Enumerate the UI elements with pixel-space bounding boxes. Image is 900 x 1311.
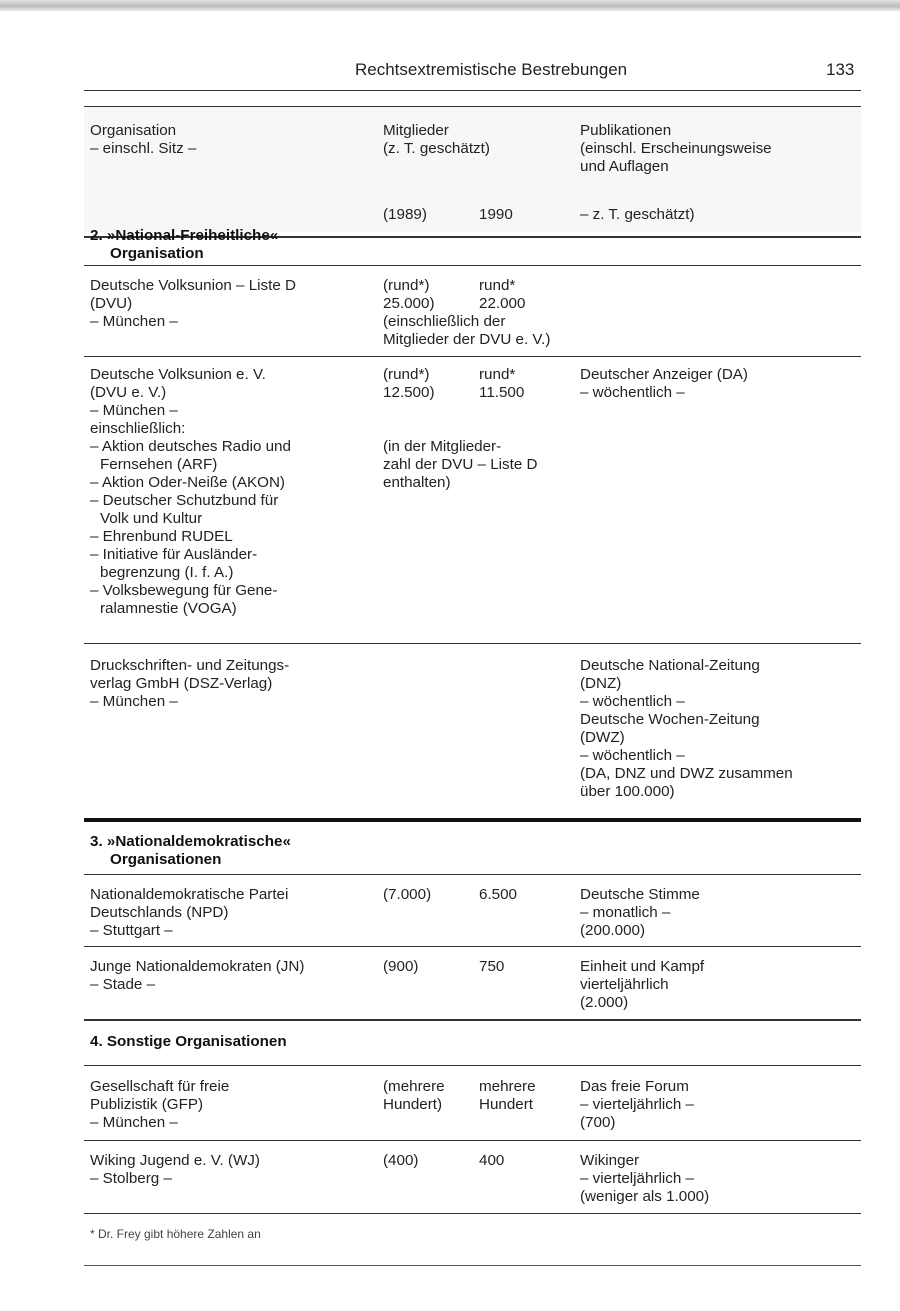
publication-line: über 100.000)	[580, 783, 675, 800]
publication-line: – vierteljährlich –	[580, 1096, 694, 1113]
rule	[84, 265, 861, 266]
footnote: * Dr. Frey gibt höhere Zahlen an	[90, 1227, 261, 1241]
publication-line: Deutsche Stimme	[580, 886, 700, 903]
members-note: zahl der DVU – Liste D	[383, 456, 538, 473]
org-line: – Stuttgart –	[90, 922, 173, 939]
members-1989: (rund*)	[383, 277, 430, 294]
org-line: ralamnestie (VOGA)	[100, 600, 237, 617]
rule	[84, 874, 861, 875]
publication-line: – wöchentlich –	[580, 384, 685, 401]
publication-line: Deutscher Anzeiger (DA)	[580, 366, 748, 383]
publication-line: – vierteljährlich –	[580, 1170, 694, 1187]
publication-line: – wöchentlich –	[580, 747, 685, 764]
publication-line: Deutsche Wochen-Zeitung	[580, 711, 760, 728]
org-line: begrenzung (I. f. A.)	[100, 564, 234, 581]
members-note: Mitglieder der DVU e. V.)	[383, 331, 551, 348]
members-1989: 25.000)	[383, 295, 435, 312]
members-1989: (mehrere	[383, 1078, 445, 1095]
members-1989: (7.000)	[383, 886, 432, 903]
members-1990: 6.500	[479, 886, 518, 903]
publication-line: Deutsche National-Zeitung	[580, 657, 760, 674]
org-line: (DVU)	[90, 295, 133, 312]
publication-line: (DWZ)	[580, 729, 625, 746]
rule	[84, 1140, 861, 1141]
org-line: – Stade –	[90, 976, 156, 993]
members-1990: 400	[479, 1152, 505, 1169]
members-1990: 22.000	[479, 295, 526, 312]
members-note: (einschließlich der	[383, 313, 506, 330]
org-line: – München –	[90, 402, 178, 419]
org-line: – Aktion deutsches Radio und	[90, 438, 291, 455]
org-line: Druckschriften- und Zeitungs-	[90, 657, 290, 674]
publication-line: Das freie Forum	[580, 1078, 689, 1095]
org-line: Nationaldemokratische Partei	[90, 886, 289, 903]
members-note: enthalten)	[383, 474, 451, 491]
publication-line: (DA, DNZ und DWZ zusammen	[580, 765, 793, 782]
org-line: Wiking Jugend e. V. (WJ)	[90, 1152, 260, 1169]
rule	[84, 1213, 861, 1214]
publication-line: (2.000)	[580, 994, 629, 1011]
table-header-shading	[84, 107, 861, 232]
section-divider	[84, 818, 861, 822]
publication-line: – wöchentlich –	[580, 693, 685, 710]
page-number: 133	[826, 60, 855, 79]
org-line: Publizistik (GFP)	[90, 1096, 204, 1113]
org-line: – Volksbewegung für Gene-	[90, 582, 278, 599]
members-1990: 11.500	[479, 384, 525, 401]
members-1989: (rund*)	[383, 366, 430, 383]
year-1990-label: 1990	[479, 206, 513, 223]
members-1989: 12.500)	[383, 384, 435, 401]
footer-rule	[84, 1265, 861, 1266]
publication-line: (200.000)	[580, 922, 646, 939]
org-line: – Deutscher Schutzbund für	[90, 492, 279, 509]
rule	[84, 1065, 861, 1066]
org-line: Deutsche Volksunion e. V.	[90, 366, 266, 383]
table-top-rule	[84, 106, 861, 107]
rule	[84, 643, 861, 644]
members-1990: mehrere	[479, 1078, 536, 1095]
org-line: – Stolberg –	[90, 1170, 172, 1187]
header-rule	[84, 90, 861, 91]
members-1989: (900)	[383, 958, 419, 975]
org-line: – Aktion Oder-Neiße (AKON)	[90, 474, 285, 491]
rule	[84, 946, 861, 947]
members-1990: 750	[479, 958, 505, 975]
publication-line: vierteljährlich	[580, 976, 669, 993]
org-line: – München –	[90, 1114, 178, 1131]
rule	[84, 1019, 861, 1021]
org-line: einschließlich:	[90, 420, 186, 437]
publication-line: (weniger als 1.000)	[580, 1188, 710, 1205]
org-line: Volk und Kultur	[100, 510, 203, 527]
running-title: Rechtsextremistische Bestrebungen	[355, 60, 628, 79]
publication-line: – monatlich –	[580, 904, 671, 921]
rule	[84, 356, 861, 357]
members-1989: (400)	[383, 1152, 419, 1169]
org-line: Deutschlands (NPD)	[90, 904, 229, 921]
org-line: Junge Nationaldemokraten (JN)	[90, 958, 305, 975]
year-1989-label: (1989)	[383, 206, 427, 223]
org-line: – München –	[90, 693, 178, 710]
members-1990: rund*	[479, 277, 516, 294]
members-1990: rund*	[479, 366, 516, 383]
org-line: – Initiative für Ausländer-	[90, 546, 258, 563]
members-1990: Hundert	[479, 1096, 534, 1113]
org-line: – München –	[90, 313, 178, 330]
publication-line: Wikinger	[580, 1152, 640, 1169]
members-note: (in der Mitglieder-	[383, 438, 502, 455]
publication-line: (DNZ)	[580, 675, 622, 692]
org-line: (DVU e. V.)	[90, 384, 167, 401]
org-line: verlag GmbH (DSZ-Verlag)	[90, 675, 273, 692]
publication-line: Einheit und Kampf	[580, 958, 705, 975]
org-line: Gesellschaft für freie	[90, 1078, 230, 1095]
org-line: – Ehrenbund RUDEL	[90, 528, 233, 545]
org-line: Fernsehen (ARF)	[100, 456, 218, 473]
scan-edge	[0, 0, 900, 11]
members-1989: Hundert)	[383, 1096, 443, 1113]
org-line: Deutsche Volksunion – Liste D	[90, 277, 296, 294]
publication-line: (700)	[580, 1114, 616, 1131]
